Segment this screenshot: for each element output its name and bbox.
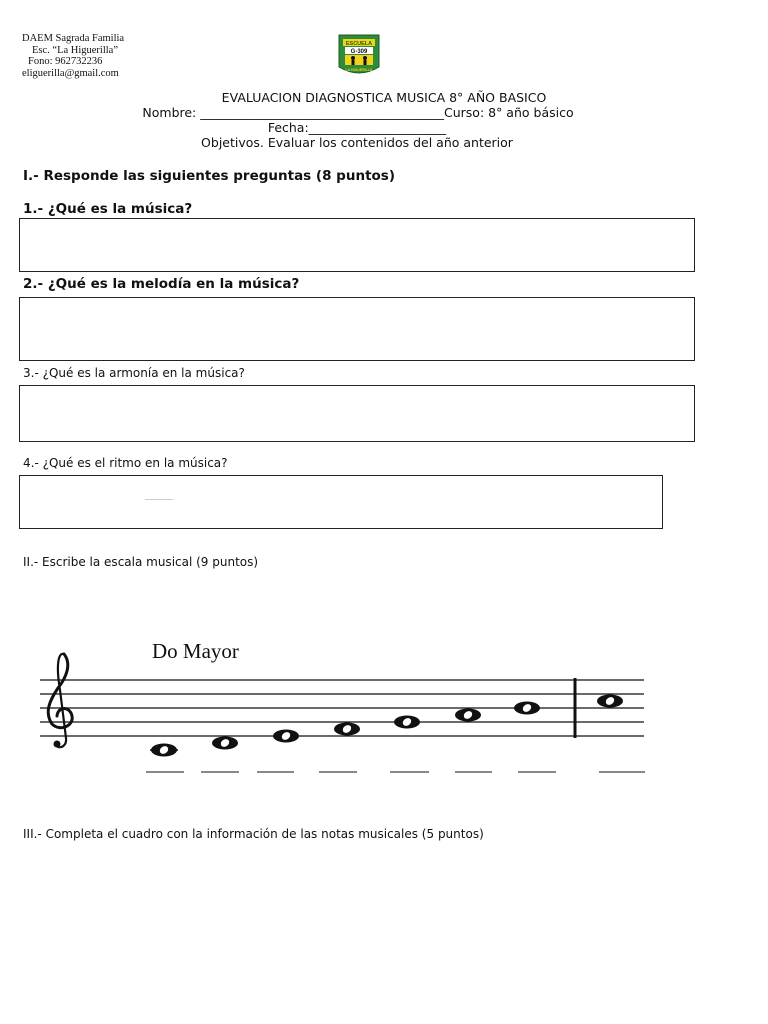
scale-notes — [150, 695, 623, 757]
answer-box-3[interactable] — [19, 385, 695, 442]
music-staff — [30, 620, 650, 790]
section-1-heading: I.- Responde las siguientes preguntas (8 puntos) — [23, 168, 396, 184]
question-1: 1.- ¿Qué es la música? — [23, 201, 193, 217]
answer-box-2[interactable] — [19, 297, 695, 361]
objetivos-line: Objetivos. Evaluar los contenidos del año anterior — [201, 135, 513, 150]
school-line-1: DAEM Sagrada Familia — [22, 33, 125, 44]
fecha-line: Fecha:______________________ — [267, 120, 447, 135]
answer-box-4[interactable] — [19, 475, 663, 529]
question-2: 2.- ¿Qué es la melodía en la música? — [23, 276, 300, 292]
nombre-curso-line: Nombre: _______________________________________Curso: 8° año básico — [142, 105, 574, 120]
stray-mark — [145, 499, 173, 500]
treble-clef-icon — [48, 654, 72, 747]
school-line-2: Esc. “La Higuerilla” — [32, 44, 118, 56]
answer-box-1[interactable] — [19, 218, 695, 272]
school-line-4: eliguerilla@gmail.com — [22, 67, 119, 79]
scale-title: Do Mayor — [152, 639, 239, 663]
logo-number: G-309 — [350, 49, 368, 55]
logo-bottom-text: LA HIGUERILLA — [345, 68, 373, 72]
school-logo — [336, 33, 382, 79]
school-logo-graphic — [336, 33, 382, 79]
question-3: 3.- ¿Qué es la armonía en la música? — [23, 366, 245, 380]
school-line-3: Fono: 962732236 — [28, 56, 103, 67]
exam-title: EVALUACION DIAGNOSTICA MUSICA 8° AÑO BASICO — [221, 90, 547, 105]
question-4: 4.- ¿Qué es el ritmo en la música? — [23, 456, 228, 470]
section-2-heading: II.- Escribe la escala musical (9 puntos) — [23, 555, 259, 569]
section-3-heading: III.- Completa el cuadro con la información de las notas musicales (5 puntos) — [23, 827, 484, 841]
logo-top-text: ESCUELA — [345, 41, 373, 47]
school-info — [22, 33, 152, 79]
